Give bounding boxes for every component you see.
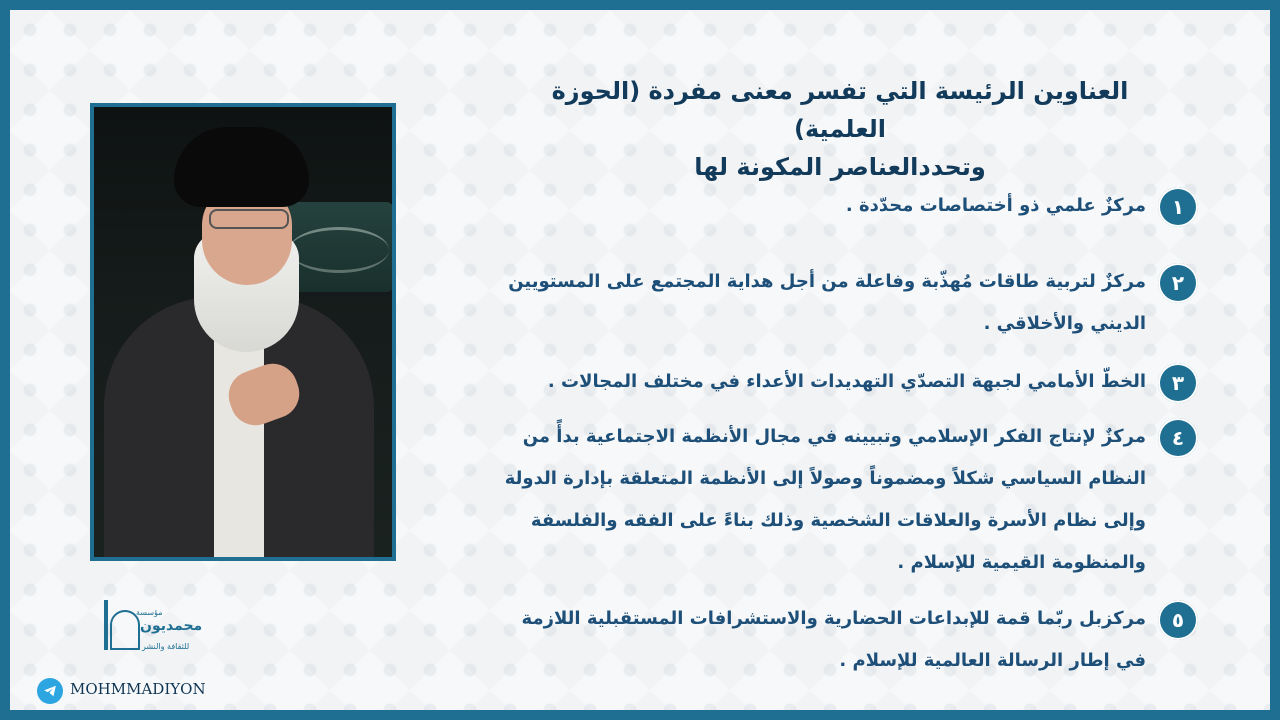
- title-line-2: وتحددالعناصر المكونة لها: [694, 153, 986, 181]
- telegram-icon[interactable]: [37, 678, 63, 704]
- list-item-2: [496, 261, 1196, 345]
- title-line-1: العناوين الرئيسة التي تفسر معنى مفردة (الحوزة العلمية): [551, 77, 1129, 143]
- list-item-4: [496, 416, 1196, 584]
- telegram-plane-icon: [43, 684, 57, 698]
- banner-script: [289, 227, 389, 273]
- list-item-text: مركزٌ علمي ذو أختصاصات محدّدة .: [845, 195, 1146, 216]
- poster-frame: [10, 10, 1270, 710]
- list-item-text: مركزٌ لإنتاج الفكر الإسلامي وتبيينه في مجال الأنظمة الاجتماعية بدأً من النظام السياسي شكلاً ومضموناً وصولاً إلى الأنظمة المتعلقة بإدارة الدولة وإلى نظام الأسرة والعلاقات الشخصية وذلك بناءً على الفقه والفلسفة والمنظومة القيمية للإسلام .: [504, 426, 1146, 573]
- number-badge: ٢: [1158, 263, 1198, 303]
- turban: [174, 127, 309, 207]
- logo-name: محمديون: [140, 618, 203, 634]
- number-badge: ١: [1158, 187, 1198, 227]
- portrait-frame: [90, 103, 396, 561]
- list-item-3: [496, 361, 1196, 403]
- channel-handle[interactable]: MOHMMADIYON: [70, 680, 206, 698]
- portrait-photo: [94, 107, 392, 557]
- logo-tagline: للثقافة والنشر: [142, 642, 190, 651]
- glasses: [209, 209, 289, 229]
- mosque-logo-icon: [80, 600, 203, 670]
- list-item-text: مركزبل ربّما قمة للإبداعات الحضارية والاستشرافات المستقبلية اللازمة في إطار الرسالة العالمية للإسلام .: [521, 608, 1146, 671]
- number-badge: ٣: [1158, 363, 1198, 403]
- inner-garment: [214, 327, 264, 557]
- logo-small-text: مؤسسة: [136, 608, 163, 617]
- list-item-text: مركزٌ لتربية طاقات مُهذّبة وفاعلة من أجل هداية المجتمع على المستويين الديني والأخلاقي .: [508, 271, 1146, 334]
- list-item-text: الخطّ الأمامي لجبهة التصدّي التهديدات الأعداء في مختلف المجالات .: [547, 371, 1146, 392]
- page-title: [520, 72, 1160, 186]
- number-badge: ٥: [1158, 600, 1198, 640]
- minaret: [104, 600, 108, 650]
- number-badge: ٤: [1158, 418, 1198, 458]
- list-item-1: [496, 185, 1196, 227]
- list-item-5: [496, 598, 1196, 682]
